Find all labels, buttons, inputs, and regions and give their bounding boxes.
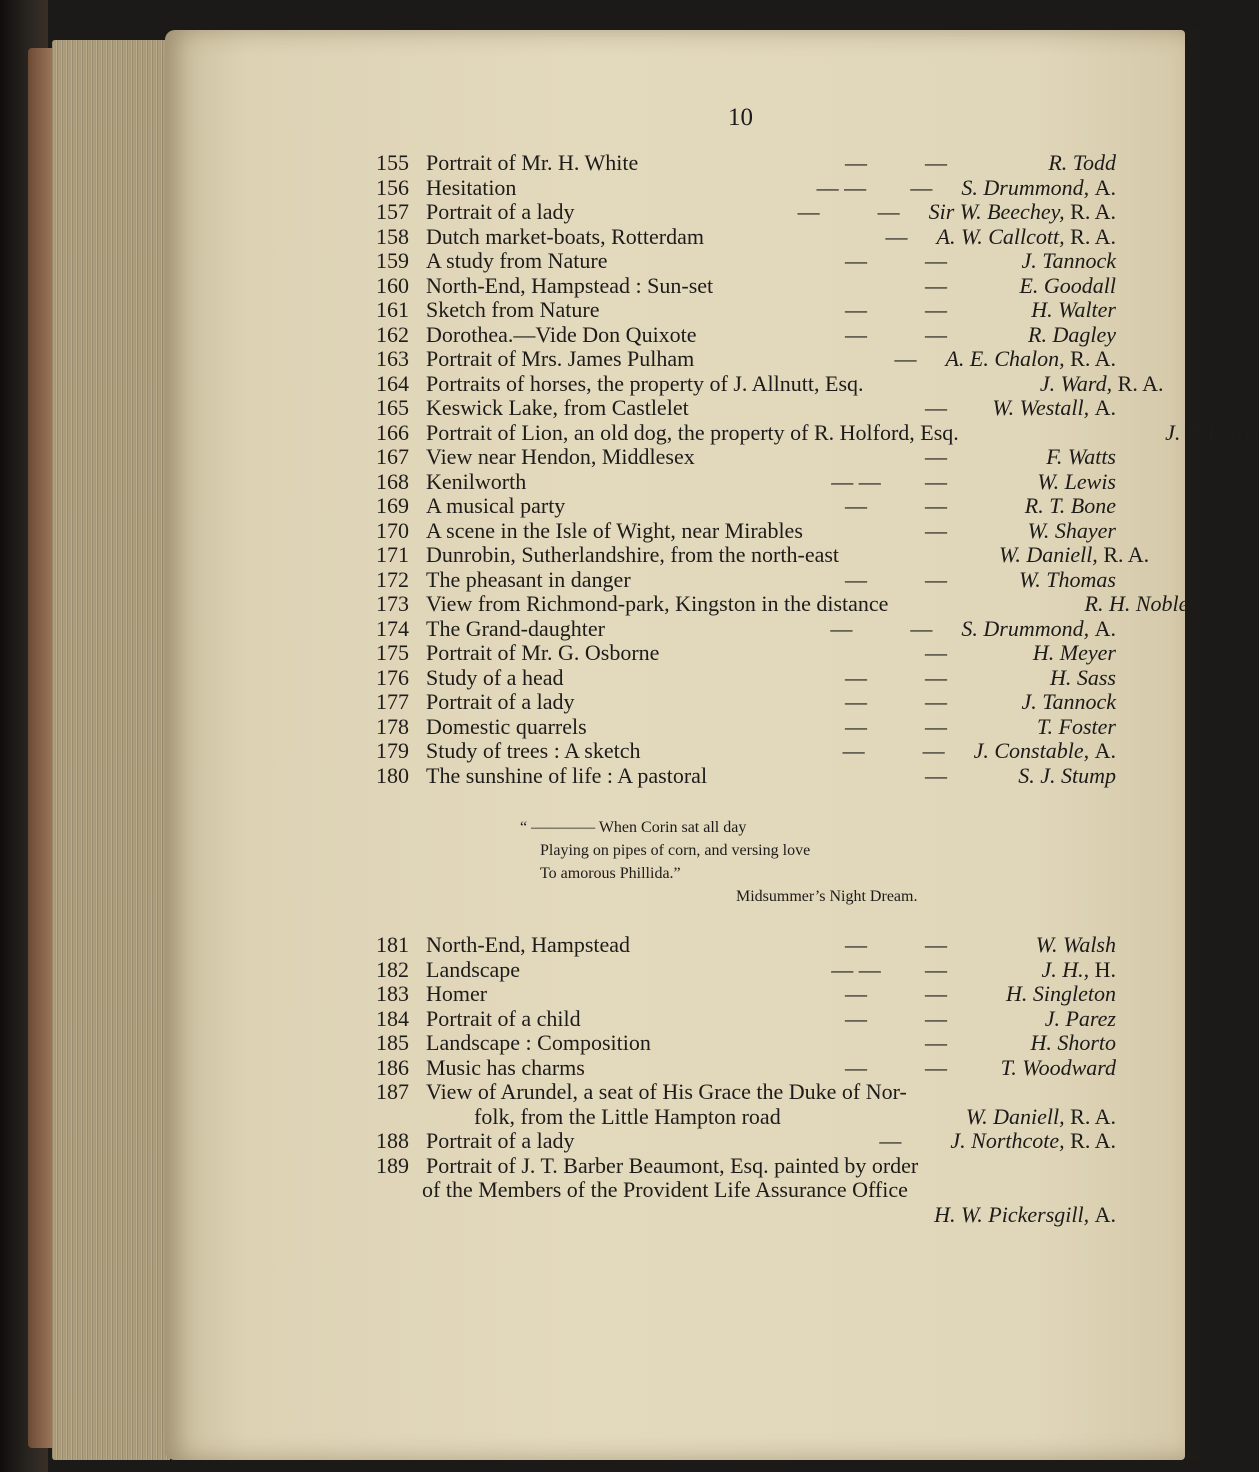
entry-number: 156 bbox=[376, 174, 409, 200]
catalogue-entry-186 bbox=[376, 1056, 1116, 1081]
artist-name: W. Walsh bbox=[1035, 932, 1116, 957]
entry-number: 176 bbox=[376, 664, 409, 690]
artist-name: H. Shorto bbox=[1030, 1030, 1116, 1055]
artist-name: H. Singleton bbox=[1006, 981, 1116, 1006]
entry-title: Sketch from Nature bbox=[426, 297, 600, 322]
entry-number: 166 bbox=[376, 419, 409, 445]
catalogue-entry-159 bbox=[376, 249, 1116, 274]
entry-title: North-End, Hampstead bbox=[426, 932, 631, 957]
entry-dash: — bbox=[925, 321, 947, 347]
artist-name: W. Westall, bbox=[992, 395, 1090, 420]
entry-number: 189 bbox=[376, 1152, 409, 1178]
catalogue-entry-160 bbox=[376, 274, 1116, 299]
entry-title: The sunshine of life : A pastoral bbox=[426, 762, 708, 788]
artist-rank: R. A. bbox=[1117, 370, 1164, 396]
entry-dash: — bbox=[925, 566, 947, 592]
entry-number: 186 bbox=[376, 1054, 409, 1080]
entry-number: 172 bbox=[376, 566, 409, 592]
entry-title: Keswick Lake, from Castlelet bbox=[426, 395, 689, 420]
catalogue-entry-157 bbox=[376, 200, 1116, 225]
entry-dash: — bbox=[877, 199, 900, 224]
artist-name: A. E. Chalon, bbox=[945, 346, 1065, 371]
entry-dash: — bbox=[845, 297, 867, 322]
quote-line-3: To amorous Phillida.” bbox=[540, 865, 681, 882]
entry-artist bbox=[1024, 372, 1164, 397]
entry-artist bbox=[976, 1056, 1116, 1081]
artist-name: H. Meyer bbox=[1032, 640, 1116, 665]
artist-name: J. Tannock bbox=[1021, 689, 1116, 714]
catalogue-entry-164 bbox=[376, 370, 1164, 397]
catalogue-entry-161 bbox=[376, 298, 1116, 323]
artist-name: J. Tannock bbox=[1021, 248, 1116, 273]
entry-title: Study of a head bbox=[426, 664, 564, 690]
artist-rank: R. A. bbox=[1070, 1103, 1116, 1129]
entry-title: Dutch market-boats, Rotterdam bbox=[426, 223, 704, 249]
artist-name: S. Drummond, bbox=[961, 174, 1090, 200]
entry-title: Portrait of Lion, an old dog, the property of R. Holford, Esq. bbox=[426, 419, 959, 445]
entry-dash: — — bbox=[831, 468, 881, 494]
entry-number: 187 bbox=[376, 1079, 409, 1104]
artist-name: W. Lewis bbox=[1037, 468, 1116, 494]
entry-dash: — bbox=[845, 932, 867, 957]
entry-artist bbox=[976, 445, 1116, 470]
entry-number: 181 bbox=[376, 932, 409, 957]
artist-name: T. Woodward bbox=[1000, 1054, 1116, 1080]
catalogue-entry-188 bbox=[376, 1129, 1116, 1154]
entry-number: 188 bbox=[376, 1128, 409, 1153]
entry-artist bbox=[976, 1007, 1116, 1032]
entry-number: 173 bbox=[376, 591, 409, 616]
entry-title: Dorothea.—Vide Don Quixote bbox=[426, 321, 697, 347]
artist-rank: R. A. bbox=[1070, 346, 1116, 371]
entry-artist bbox=[976, 715, 1116, 740]
entry-187-continuation bbox=[376, 1105, 1116, 1130]
catalogue-entry-181 bbox=[376, 933, 1116, 958]
catalogue-entry-168 bbox=[376, 470, 1116, 495]
entry-number: 160 bbox=[376, 272, 409, 298]
entry-title: A study from Nature bbox=[426, 248, 608, 273]
artist-rank: R. A. bbox=[1103, 542, 1150, 567]
entry-artist bbox=[961, 176, 1116, 201]
catalogue-entry-177 bbox=[376, 690, 1116, 715]
entry-dash: — bbox=[925, 981, 947, 1006]
artist-rank: A. bbox=[1094, 1201, 1116, 1227]
entry-artist bbox=[976, 982, 1116, 1007]
entry-dash: — bbox=[845, 1054, 867, 1080]
catalogue-entry-162 bbox=[376, 323, 1116, 348]
entry-dash: — bbox=[925, 468, 947, 494]
catalogue-entry-156 bbox=[376, 176, 1116, 201]
catalogue-entry-184 bbox=[376, 1007, 1116, 1032]
entry-dash: — bbox=[885, 223, 908, 249]
catalogue-entry-173 bbox=[376, 591, 1189, 617]
entry-dash: — bbox=[925, 932, 947, 957]
entry-dash: — bbox=[925, 517, 947, 543]
catalogue-entry-174 bbox=[376, 617, 1116, 642]
artist-rank: A. bbox=[1094, 738, 1116, 763]
entry-number: 163 bbox=[376, 346, 409, 371]
entry-dash: — bbox=[925, 444, 947, 469]
entry-number: 167 bbox=[376, 444, 409, 469]
artist-name: R. Dagley bbox=[1028, 321, 1116, 347]
artist-rank: A. bbox=[1094, 615, 1116, 641]
artist-name: R. H. Noble bbox=[1084, 591, 1189, 616]
catalogue-entry-163 bbox=[376, 347, 1116, 372]
entry-title: Portrait of a lady bbox=[426, 689, 575, 714]
entry-number: 180 bbox=[376, 762, 409, 788]
entry-dash: — bbox=[797, 199, 820, 224]
entry-dash: — bbox=[845, 150, 867, 175]
entry-dash: — bbox=[879, 1128, 902, 1153]
artist-name: R. Todd bbox=[1048, 150, 1116, 175]
entry-title-continued: of the Members of the Provident Life Assurance Office bbox=[422, 1177, 908, 1202]
catalogue-entry-189 bbox=[376, 1154, 1116, 1179]
catalogue-entry-180 bbox=[376, 764, 1116, 789]
catalogue-entry-167 bbox=[376, 445, 1116, 470]
entry-dash: — bbox=[925, 493, 947, 518]
entry-dash: — bbox=[925, 297, 947, 322]
right-background bbox=[1185, 30, 1200, 1460]
entry-artist bbox=[976, 933, 1116, 958]
entry-title-continued: folk, from the Little Hampton road bbox=[474, 1103, 781, 1129]
catalogue-entry-171 bbox=[376, 542, 1150, 568]
entry-title: Portrait of Mr. G. Osborne bbox=[426, 640, 660, 665]
entry-dash: — bbox=[910, 615, 933, 641]
entry-title: View of Arundel, a seat of His Grace the Duke of Nor- bbox=[426, 1079, 907, 1104]
entry-dash: — bbox=[925, 689, 947, 714]
entry-artist bbox=[1119, 421, 1259, 446]
catalogue-entry-176 bbox=[376, 666, 1116, 691]
quote-line-1: “ ———— When Corin sat all day bbox=[520, 819, 747, 836]
entry-dash: — bbox=[845, 689, 867, 714]
entry-artist bbox=[966, 1105, 1116, 1130]
entry-artist bbox=[976, 249, 1116, 274]
entry-dash: — bbox=[925, 1005, 947, 1031]
entry-number: 161 bbox=[376, 297, 409, 322]
page-block-edges bbox=[52, 40, 170, 1460]
entry-artist bbox=[999, 543, 1149, 568]
entry-dash: — bbox=[925, 956, 947, 982]
entry-dash: — bbox=[845, 566, 867, 592]
entry-number: 170 bbox=[376, 517, 409, 543]
artist-rank: R. A. bbox=[1070, 1128, 1116, 1153]
artist-name: J. Ward, bbox=[1039, 370, 1113, 396]
entry-dash: — bbox=[845, 664, 867, 690]
catalogue-entry-185 bbox=[376, 1031, 1116, 1056]
artist-name: H. Walter bbox=[1031, 297, 1116, 322]
entry-dash: — bbox=[845, 981, 867, 1006]
entry-dash: — bbox=[925, 664, 947, 690]
entry-artist bbox=[929, 200, 1116, 225]
entry-artist bbox=[976, 274, 1116, 299]
catalogue-entry-183 bbox=[376, 982, 1116, 1007]
entry-number: 184 bbox=[376, 1005, 409, 1031]
catalogue-entry-158 bbox=[376, 225, 1116, 250]
artist-name: J. Constable, bbox=[973, 738, 1090, 763]
entry-artist bbox=[976, 1031, 1116, 1056]
entry-189-artist-line bbox=[376, 1203, 1116, 1228]
entry-title: Domestic quarrels bbox=[426, 713, 587, 739]
entry-artist bbox=[976, 958, 1116, 983]
entry-artist bbox=[976, 494, 1116, 519]
entry-dash: — bbox=[845, 493, 867, 518]
catalogue-entry-165 bbox=[376, 396, 1116, 421]
artist-name: F. Watts bbox=[1046, 444, 1116, 469]
entry-title: View near Hendon, Middlesex bbox=[426, 444, 695, 469]
entry-artist bbox=[976, 568, 1116, 593]
catalogue-entry-182 bbox=[376, 958, 1116, 983]
entry-title: A musical party bbox=[426, 493, 566, 518]
entry-189-continuation bbox=[376, 1178, 1116, 1203]
entry-number: 157 bbox=[376, 199, 409, 224]
artist-name: W. Thomas bbox=[1019, 566, 1116, 592]
entry-number: 182 bbox=[376, 956, 409, 982]
entry-artist bbox=[945, 347, 1116, 372]
entry-dash: — bbox=[925, 1030, 947, 1055]
quote-line-2: Playing on pipes of corn, and versing love bbox=[540, 842, 811, 859]
artist-name: S. Drummond, bbox=[961, 615, 1090, 641]
artist-name: J. Northcote, bbox=[950, 1128, 1065, 1153]
entry-number: 171 bbox=[376, 542, 409, 567]
artist-name: T. Foster bbox=[1036, 713, 1116, 739]
entry-number: 185 bbox=[376, 1030, 409, 1055]
entry-title: View from Richmond-park, Kingston in the distance bbox=[426, 591, 889, 616]
entry-artist bbox=[976, 396, 1116, 421]
entry-dash: — bbox=[925, 762, 947, 788]
catalogue-entry-179 bbox=[376, 739, 1116, 764]
entry-dash: — bbox=[925, 395, 947, 420]
entry-dash: — bbox=[910, 174, 933, 200]
entry-title: The pheasant in danger bbox=[426, 566, 631, 592]
entry-artist bbox=[974, 739, 1116, 764]
entry-number: 175 bbox=[376, 640, 409, 665]
catalogue-entry-175 bbox=[376, 641, 1116, 666]
entry-artist bbox=[976, 519, 1116, 544]
entry-artist bbox=[937, 225, 1117, 250]
entry-dash: — bbox=[925, 150, 947, 175]
entry-dash: — bbox=[925, 248, 947, 273]
entry-title: Portrait of J. T. Barber Beaumont, Esq. painted by order bbox=[426, 1152, 919, 1178]
entry-dash: — bbox=[845, 321, 867, 347]
entry-dash: — bbox=[830, 615, 853, 641]
entry-number: 158 bbox=[376, 223, 409, 249]
entry-title: North-End, Hampstead : Sun-set bbox=[426, 272, 714, 298]
entry-artist bbox=[1048, 592, 1188, 617]
entry-dash: — bbox=[894, 346, 917, 371]
artist-name: J. H., bbox=[1041, 956, 1090, 982]
artist-name: H. Sass bbox=[1049, 664, 1116, 690]
catalogue-entry-187 bbox=[376, 1080, 1116, 1105]
catalogue-entries bbox=[376, 150, 1259, 788]
entry-artist bbox=[976, 323, 1116, 348]
artist-name: R. T. Bone bbox=[1024, 493, 1116, 518]
artist-name: W. Shayer bbox=[1027, 517, 1116, 543]
artist-rank: H. bbox=[1094, 956, 1116, 982]
entry-dash: — bbox=[925, 713, 947, 739]
quotation bbox=[520, 816, 960, 908]
entry-artist bbox=[976, 151, 1116, 176]
entry-dash: — — bbox=[816, 174, 867, 200]
entry-title: Portrait of a lady bbox=[426, 1128, 575, 1153]
entry-title: Kenilworth bbox=[426, 468, 527, 494]
artist-name: A. W. Callcott, bbox=[936, 223, 1065, 249]
artist-rank: R. A. bbox=[1070, 223, 1116, 249]
artist-name: Sir W. Beechey, bbox=[928, 199, 1065, 224]
entry-dash: — bbox=[925, 640, 947, 665]
entry-number: 178 bbox=[376, 713, 409, 739]
entry-title: Portrait of a lady bbox=[426, 199, 575, 224]
catalogue-entry-155 bbox=[376, 151, 1116, 176]
entry-artist bbox=[976, 764, 1116, 789]
catalogue-entry-166 bbox=[376, 419, 1259, 446]
artist-name: S. J. Stump bbox=[1018, 762, 1116, 788]
entry-artist bbox=[976, 641, 1116, 666]
entry-artist bbox=[976, 298, 1116, 323]
entry-number: 155 bbox=[376, 150, 409, 175]
entry-artist bbox=[976, 470, 1116, 495]
entry-title: Music has charms bbox=[426, 1054, 585, 1080]
entry-dash: — bbox=[922, 738, 945, 763]
entry-artist bbox=[961, 617, 1116, 642]
entry-dash: — bbox=[845, 248, 867, 273]
artist-name: W. Daniell, bbox=[965, 1103, 1065, 1129]
entry-dash: — bbox=[842, 738, 865, 763]
entry-number: 169 bbox=[376, 493, 409, 518]
entry-title: Portrait of Mrs. James Pulham bbox=[426, 346, 695, 371]
entry-artist bbox=[934, 1203, 1116, 1228]
entry-dash: — bbox=[845, 713, 867, 739]
artist-name: W. Daniell, bbox=[999, 542, 1098, 567]
entry-number: 159 bbox=[376, 248, 409, 273]
artist-rank: R. A. bbox=[1070, 199, 1116, 224]
artist-rank: A. bbox=[1094, 174, 1116, 200]
entry-dash: — — bbox=[831, 956, 881, 982]
entry-title: The Grand-daughter bbox=[426, 615, 605, 641]
entry-title: Landscape bbox=[426, 956, 521, 982]
catalogue-entry-172 bbox=[376, 568, 1116, 593]
entry-title: Portrait of a child bbox=[426, 1005, 581, 1031]
entry-number: 164 bbox=[376, 370, 409, 396]
artist-name: J. F. Lewis bbox=[1165, 419, 1259, 445]
artist-name: E. Goodall bbox=[1019, 272, 1116, 298]
catalogue-entries-continued bbox=[376, 933, 1116, 1227]
entry-number: 162 bbox=[376, 321, 409, 347]
entry-title: Hesitation bbox=[426, 174, 517, 200]
entry-title: Study of trees : A sketch bbox=[426, 738, 641, 763]
catalogue-entry-178 bbox=[376, 715, 1116, 740]
entry-number: 174 bbox=[376, 615, 409, 641]
entry-dash: — bbox=[845, 1005, 867, 1031]
entry-title: Portrait of Mr. H. White bbox=[426, 150, 639, 175]
entry-number: 177 bbox=[376, 689, 409, 714]
page-number: 10 bbox=[728, 104, 753, 131]
entry-artist bbox=[976, 690, 1116, 715]
entry-number: 179 bbox=[376, 738, 409, 763]
entry-title: Dunrobin, Sutherlandshire, from the north-east bbox=[426, 542, 840, 567]
entry-dash: — bbox=[925, 1054, 947, 1080]
entry-title: Homer bbox=[426, 981, 488, 1006]
entry-title: A scene in the Isle of Wight, near Mirables bbox=[426, 517, 803, 543]
entry-title: Portraits of horses, the property of J. Allnutt, Esq. bbox=[426, 370, 864, 396]
artist-name: J. Parez bbox=[1044, 1005, 1116, 1031]
entry-number: 183 bbox=[376, 981, 409, 1006]
catalogue-entry-170 bbox=[376, 519, 1116, 544]
artist-name: H. W. Pickersgill, bbox=[934, 1201, 1090, 1227]
quote-source: Midsummer’s Night Dream. bbox=[736, 888, 918, 905]
catalogue-entry-169 bbox=[376, 494, 1116, 519]
entry-number: 168 bbox=[376, 468, 409, 494]
artist-rank: A. bbox=[1094, 395, 1116, 420]
entry-title: Landscape : Composition bbox=[426, 1030, 651, 1055]
entry-artist bbox=[976, 666, 1116, 691]
entry-dash: — bbox=[925, 272, 947, 298]
entry-number: 165 bbox=[376, 395, 409, 420]
entry-artist bbox=[950, 1129, 1116, 1154]
